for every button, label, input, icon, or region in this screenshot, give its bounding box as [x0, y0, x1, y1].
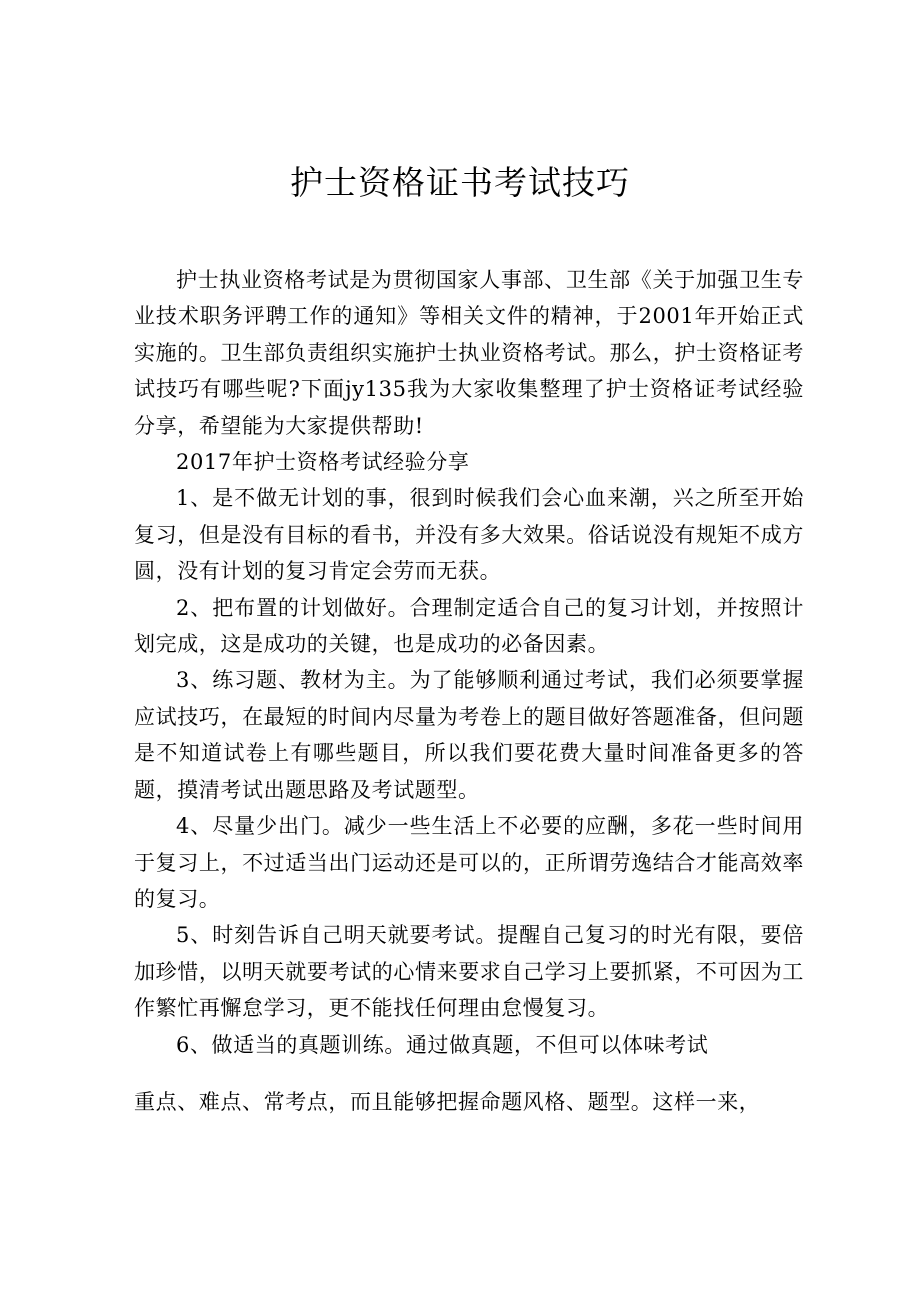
- tip-paragraph-1: 1、是不做无计划的事，很到时候我们会心血来潮，兴之所至开始复习，但是没有目标的看书，并没有多大效果。俗话说没有规矩不成方圆，没有计划的复习肯定会劳而无获。: [134, 486, 804, 584]
- tip-paragraph-4: 4、尽量少出门。减少一些生活上不必要的应酬，多花一些时间用于复习上，不过适当出门运动还是可以的，正所谓劳逸结合才能高效率的复习。: [134, 814, 804, 911]
- document-title: 护士资格证书考试技巧: [290, 163, 630, 202]
- tip-paragraph-2: 2、把布置的计划做好。合理制定适合自己的复习计划，并按照计划完成，这是成功的关键，也是成功的必备因素。: [134, 595, 804, 657]
- intro-paragraph: 护士执业资格考试是为贯彻国家人事部、卫生部《关于加强卫生专业技术职务评聘工作的通知》等相关文件的精神，于2001年开始正式实施的。卫生部负责组织实施护士执业资格考试。那么，护士资格证考试技巧有哪些呢?下面jy135我为大家收集整理了护士资格证考试经验分享，希望能为大家提供帮助!: [134, 268, 804, 438]
- document-body: [134, 262, 804, 1063]
- tip-paragraph-3: 3、练习题、教材为主。为了能够顺利通过考试，我们必须要掌握应试技巧，在最短的时间内尽量为考卷上的题目做好答题准备，但问题是不知道试卷上有哪些题目，所以我们要花费大量时间准备更多的答题，摸清考试出题思路及考试题型。: [134, 668, 804, 802]
- tip-paragraph-6: 6、做适当的真题训练。通过做真题，不但可以体味考试: [176, 1032, 709, 1057]
- continuation-line: 重点、难点、常考点，而且能够把握命题风格、题型。这样一来，: [134, 1090, 761, 1114]
- section-heading: 2017年护士资格考试经验分享: [176, 450, 470, 475]
- tip-paragraph-5: 5、时刻告诉自己明天就要考试。提醒自己复习的时光有限，要倍加珍惜，以明天就要考试的心情来要求自己学习上要抓紧，不可因为工作繁忙再懈怠学习，更不能找任何理由怠慢复习。: [134, 923, 804, 1021]
